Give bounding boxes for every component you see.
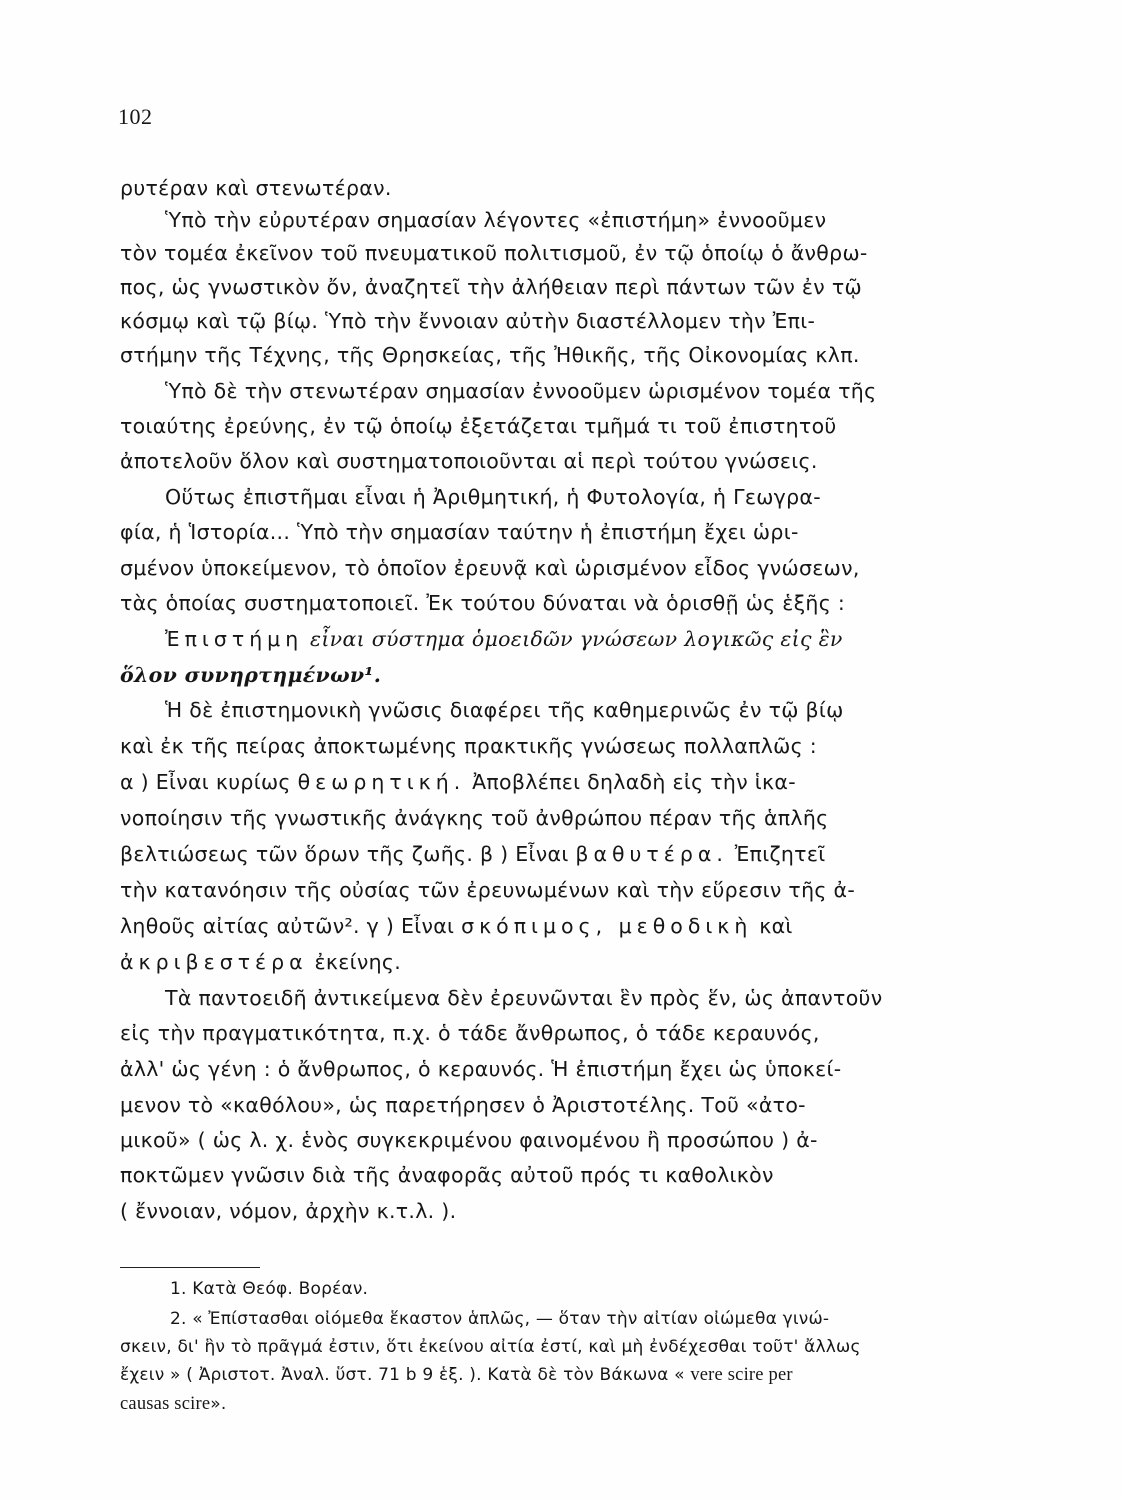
text-line: Ὑπὸ τὴν εὐρυτέραν σημασίαν λέγοντες «ἐπιστήμη» ἐννοοῦμεν <box>165 208 827 232</box>
text-line <box>120 770 992 794</box>
text-line: μενον τὸ «καθόλου», ὡς παρετήρησεν ὁ Ἀριστοτέλης. Τοῦ «ἀτο- <box>120 1093 806 1117</box>
footnote-divider <box>120 1267 260 1268</box>
text-line: Οὕτως ἐπιστῆμαι εἶναι ἡ Ἀριθμητική, ἡ Φυτολογία, ἡ Γεωγρα- <box>165 485 821 509</box>
text-line: σμένον ὑποκείμενον, τὸ ὁποῖον ἐρευνᾷ καὶ ὡρισμένον εἶδος γνώσεων, <box>120 556 860 580</box>
text-segment: ληθοῦς αἰτίας αὐτῶν². γ ) Εἶναι <box>120 914 455 938</box>
text-line <box>120 914 992 938</box>
text-line: ἀλλ' ὡς γένη : ὁ ἄνθρωπος, ὁ κεραυνός. Ἡ ἐπιστήμη ἔχει ὡς ὑποκεί- <box>120 1057 842 1081</box>
text-line: τοιαύτης ἐρεύνης, ἐν τῷ ὁποίῳ ἐξετάζεται τμῆμά τι τοῦ ἐπιστητοῦ <box>120 414 837 438</box>
spaced-term: Ἐπιστήμη <box>165 627 304 651</box>
text-segment: καὶ <box>759 914 793 938</box>
text-line: ποκτῶμεν γνῶσιν διὰ τῆς ἀναφορᾶς αὐτοῦ πρός τι καθολικὸν <box>120 1163 774 1187</box>
footnote-2-line: σκειν, δι' ἣν τὸ πρᾶγμά ἐστιν, ὅτι ἐκείνου αἰτία ἐστί, καὶ μὴ ἐνδέχεσθαι τοῦτ' ἄλλως <box>120 1337 861 1357</box>
text-line: πος, ὡς γνωστικὸν ὄν, ἀναζητεῖ τὴν ἀλήθειαν περὶ πάντων τῶν ἐν τῷ <box>120 275 862 299</box>
text-line <box>120 950 992 974</box>
spaced-term: βαθυτέρα. <box>575 842 728 866</box>
text-line: μικοῦ» ( ὡς λ. χ. ἑνὸς συγκεκριμένου φαινομένου ἢ προσώπου ) ἀ- <box>120 1128 818 1152</box>
text-segment: Ἀποβλέπει δηλαδὴ εἰς τὴν ἱκα- <box>472 770 796 794</box>
text-line: ( ἔννοιαν, νόμον, ἀρχὴν κ.τ.λ. ). <box>120 1199 457 1223</box>
footnote-2-line <box>120 1365 992 1386</box>
text-line: Ἡ δὲ ἐπιστημονικὴ γνῶσις διαφέρει τῆς καθημερινῶς ἐν τῷ βίῳ <box>165 698 844 722</box>
text-line: ρυτέραν καὶ στενωτέραν. <box>120 176 392 200</box>
latin-quote: vere scire per <box>690 1365 793 1385</box>
spaced-term: σκόπιμος, μεθοδικὴ <box>461 914 753 938</box>
text-segment: ἔχειν » ( Ἀριστοτ. Ἀναλ. ὕστ. 71 b 9 ἑξ. ). Κατὰ δὲ τὸν Βάκωνα « <box>120 1365 685 1385</box>
text-segment: Ἐπιζητεῖ <box>734 842 826 866</box>
text-line: εἰς τὴν πραγματικότητα, π.χ. ὁ τάδε ἄνθρωπος, ὁ τάδε κεραυνός, <box>120 1021 820 1045</box>
page-number: 102 <box>118 104 153 129</box>
text-line: φία, ἡ Ἱστορία... Ὑπὸ τὴν σημασίαν ταύτην ἡ ἐπιστήμη ἔχει ὡρι- <box>120 520 799 544</box>
spaced-term: θεωρητική. <box>297 770 466 794</box>
spaced-term: ἀκριβεστέρα <box>120 950 308 974</box>
text-line: κόσμῳ καὶ τῷ βίῳ. Ὑπὸ τὴν ἔννοιαν αὐτὴν διαστέλλομεν τὴν Ἐπι- <box>120 309 816 333</box>
text-segment: ». <box>210 1394 227 1414</box>
text-segment: βελτιώσεως τῶν ὅρων τῆς ζωῆς. β ) Εἶναι <box>120 842 569 866</box>
text-line: τὸν τομέα ἐκεῖνον τοῦ πνευματικοῦ πολιτισμοῦ, ἐν τῷ ὁποίῳ ὁ ἄνθρω- <box>120 241 868 265</box>
italic-definition: εἶναι σύστημα ὁμοειδῶν γνώσεων λογικῶς εἰς ἓν <box>310 627 843 651</box>
text-segment: ἐκείνης. <box>314 950 402 974</box>
text-line: Ὑπὸ δὲ τὴν στενωτέραν σημασίαν ἐννοοῦμεν ὡρισμένον τομέα τῆς <box>165 379 877 403</box>
text-line: στήμην τῆς Τέχνης, τῆς Θρησκείας, τῆς Ἠθικῆς, τῆς Οἰκονομίας κλπ. <box>120 343 860 367</box>
footnote-2-line: 2. « Ἐπίστασθαι οἰόμεθα ἕκαστον ἁπλῶς, — ὅταν τὴν αἰτίαν οἰώμεθα γινώ- <box>170 1309 830 1329</box>
footnote-2-line <box>120 1394 992 1415</box>
footnote-1: 1. Κατὰ Θεόφ. Βορέαν. <box>170 1279 369 1299</box>
text-line: καὶ ἐκ τῆς πείρας ἀποκτωμένης πρακτικῆς γνώσεως πολλαπλῶς : <box>120 734 817 758</box>
definition-line <box>165 627 992 651</box>
text-line: τὰς ὁποίας συστηματοποιεῖ. Ἐκ τούτου δύναται νὰ ὁρισθῇ ὡς ἑξῆς : <box>120 591 846 615</box>
text-line: Τὰ παντοειδῆ ἀντικείμενα δὲν ἐρευνῶνται ἓν πρὸς ἕν, ὡς ἀπαντοῦν <box>165 986 883 1010</box>
text-line: νοποίησιν τῆς γνωστικῆς ἀνάγκης τοῦ ἀνθρώπου πέραν τῆς ἁπλῆς <box>120 806 829 830</box>
text-line: ὅλον συνηρτημένων¹. <box>120 663 382 687</box>
text-line: ἀποτελοῦν ὅλον καὶ συστηματοποιοῦνται αἱ περὶ τούτου γνώσεις. <box>120 449 818 473</box>
text-line <box>120 842 992 866</box>
latin-quote: causas scire <box>120 1394 211 1414</box>
text-line: τὴν κατανόησιν τῆς οὐσίας τῶν ἐρευνωμένων καὶ τὴν εὕρεσιν τῆς ἀ- <box>120 878 856 902</box>
text-segment: α ) Εἶναι κυρίως <box>120 770 291 794</box>
